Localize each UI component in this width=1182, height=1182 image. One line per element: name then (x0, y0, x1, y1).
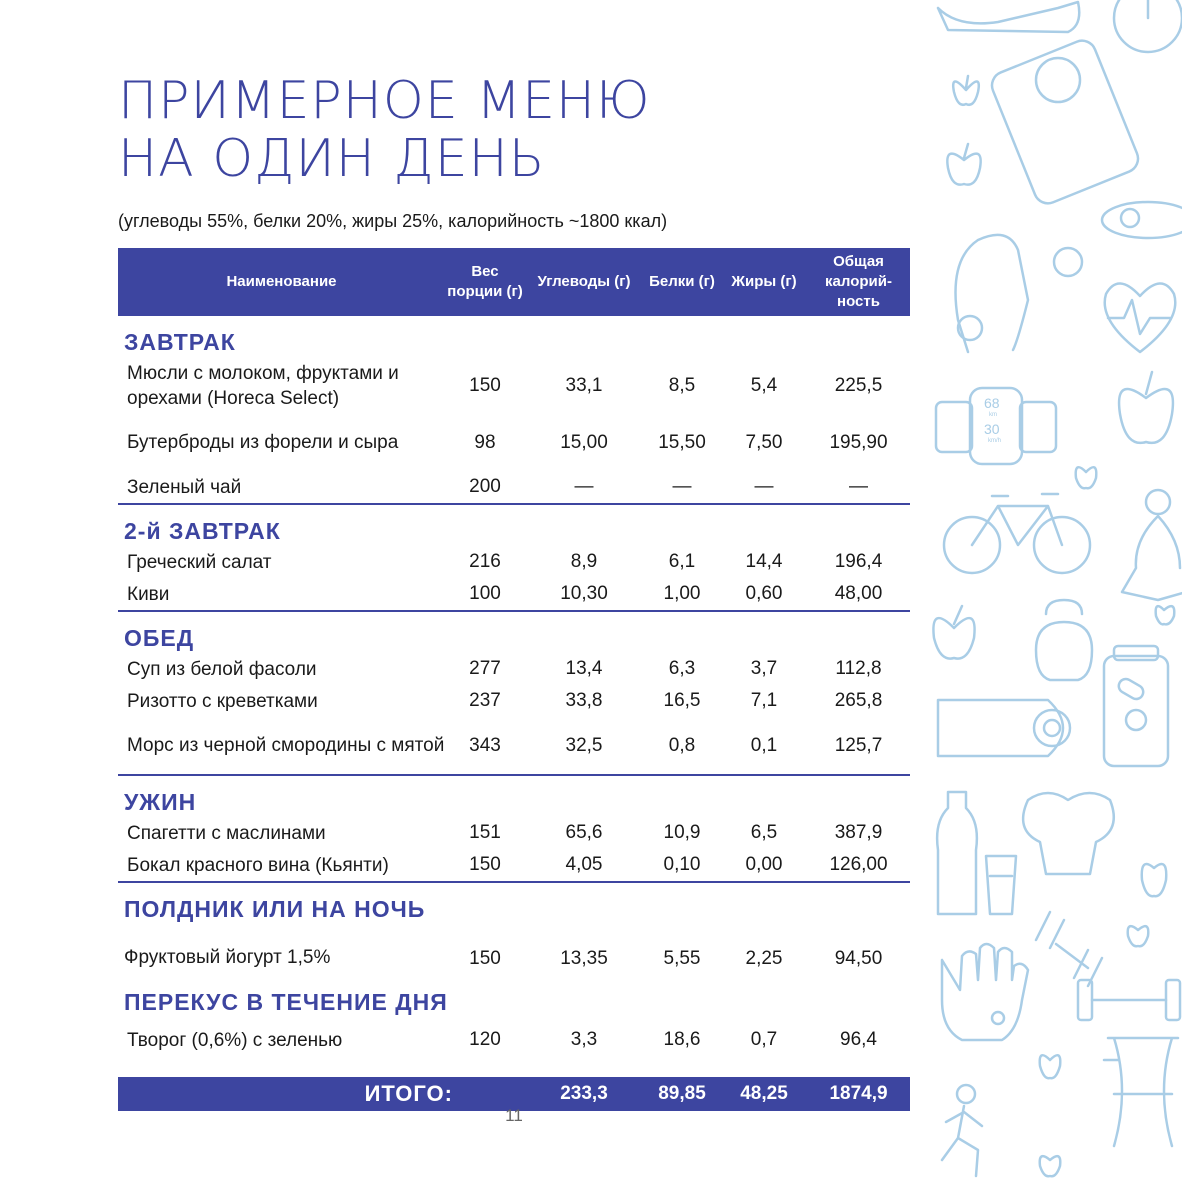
section-title: 2-й ЗАВТРАК (124, 518, 281, 544)
yoga-mat-icon (938, 700, 1070, 756)
dish-name: Морс из черной смородины с мятой (118, 717, 445, 775)
sneaker-icon (938, 2, 1079, 32)
glass-icon (986, 856, 1016, 914)
weight-cell: 343 (445, 717, 525, 775)
apple-icon (1142, 864, 1167, 896)
svg-text:30: 30 (984, 421, 1000, 437)
table-row (118, 471, 910, 504)
apple-icon (1040, 1156, 1061, 1176)
macro-ratio-subtitle: (углеводы 55%, белки 20%, жиры 25%, калорийность ~1800 ккал) (118, 211, 668, 231)
protein-cell: 10,9 (663, 822, 701, 843)
apple-icon (947, 144, 980, 185)
water-bottle-icon (937, 792, 977, 914)
section-title: ПОЛДНИК ИЛИ НА НОЧЬ (124, 896, 426, 922)
kcal-cell: — (807, 471, 910, 504)
page-title-line-1: ПРИМЕРНОЕ МЕНЮ (118, 71, 651, 131)
section-header (118, 970, 910, 1017)
protein-cell: 5,55 (663, 948, 701, 969)
weight-cell: 100 (445, 578, 525, 611)
fat-cell: 14,4 (745, 551, 783, 572)
section-header (118, 882, 910, 924)
weight-cell: 98 (474, 431, 496, 453)
fat-cell: — (721, 471, 807, 504)
header-name: Наименование (118, 248, 445, 316)
kcal-cell: 225,5 (834, 374, 883, 396)
carbs-cell: — (525, 471, 643, 504)
kettlebell-icon (1036, 600, 1092, 680)
fat-cell: 7,50 (745, 431, 783, 453)
table-row (118, 578, 910, 611)
protein-cell: 8,5 (668, 374, 696, 396)
apple-icon (1076, 467, 1097, 488)
section-title: УЖИН (124, 789, 197, 815)
total-label: ИТОГО: (118, 1077, 525, 1111)
fat-cell: 6,5 (750, 822, 778, 843)
header-carbs: Углеводы (г) (525, 248, 643, 316)
avocado-icon (1102, 202, 1182, 238)
fat-cell: 3,7 (750, 658, 778, 679)
heartbeat-icon (1105, 283, 1176, 352)
dish-name: Суп из белой фасоли (127, 658, 317, 680)
table-row (118, 717, 910, 775)
dish-name: Киви (118, 578, 445, 611)
waist-measure-icon (1104, 1038, 1178, 1146)
table-row (118, 849, 910, 882)
scale-icon (988, 36, 1142, 207)
dumbbell-icon (1078, 980, 1180, 1020)
svg-text:km/h: km/h (988, 438, 1002, 444)
dish-name: Бокал красного вина (Кьянти) (118, 849, 445, 882)
dish-name: Мюсли с молоком, фруктами и орехами (Horeca Select) (127, 362, 399, 409)
kcal-cell: 126,00 (807, 849, 910, 882)
kcal-cell: 96,4 (840, 1029, 877, 1050)
section-header (118, 504, 910, 546)
table-row (118, 817, 910, 849)
table-row (118, 414, 910, 471)
table-row (118, 1017, 910, 1063)
protein-cell: — (643, 471, 721, 504)
dish-name: Спагетти с маслинами (127, 822, 326, 844)
pill-bottle-icon (1104, 646, 1168, 766)
fat-cell: 2,25 (745, 948, 783, 969)
dish-name: Бутерброды из форели и сыра (127, 432, 399, 453)
fitness-icons-decoration (918, 0, 1182, 1182)
kcal-cell: 112,8 (835, 658, 882, 679)
apple-icon (1128, 926, 1149, 946)
fat-cell: 0,00 (721, 849, 807, 882)
protein-cell: 6,1 (668, 551, 696, 572)
carbs-cell: 32,5 (525, 717, 643, 775)
weight-cell: 150 (445, 849, 525, 882)
total-kcal: 1874,9 (807, 1077, 910, 1111)
dumbbell-icon (1036, 912, 1102, 986)
carbs-cell: 65,6 (565, 822, 603, 843)
header-fat: Жиры (г) (721, 248, 807, 316)
protein-cell: 15,50 (658, 431, 706, 453)
protein-cell: 0,10 (643, 849, 721, 882)
total-carbs: 233,3 (525, 1077, 643, 1111)
section-header (118, 316, 910, 357)
page-title-line-2: НА ОДИН ДЕНЬ (118, 129, 546, 189)
stopwatch-icon (1114, 0, 1182, 52)
kcal-cell: 125,7 (807, 717, 910, 775)
weight-cell: 120 (469, 1029, 501, 1050)
muscle-torso-icon (1023, 793, 1114, 874)
dish-name: Зеленый чай (118, 471, 445, 504)
carbs-cell: 13,35 (560, 948, 608, 969)
carbs-cell: 10,30 (525, 578, 643, 611)
section-title: ОБЕД (124, 625, 195, 651)
total-fat: 48,25 (721, 1077, 807, 1111)
page-number: 11 (505, 1106, 523, 1125)
kcal-cell: 265,8 (834, 690, 883, 711)
carbs-cell: 3,3 (570, 1029, 598, 1050)
protein-cell: 6,3 (668, 658, 696, 679)
weight-cell: 151 (469, 822, 501, 843)
yoga-icon (1122, 490, 1182, 600)
dish-name: Греческий салат (127, 551, 272, 573)
header-protein: Белки (г) (643, 248, 721, 316)
header-calories: Общая калорий- ность (807, 248, 910, 316)
svg-text:km: km (989, 412, 997, 418)
total-protein: 89,85 (643, 1077, 721, 1111)
menu-table (118, 248, 910, 1111)
svg-text:68: 68 (984, 395, 1000, 411)
kcal-cell: 48,00 (807, 578, 910, 611)
carbs-cell: 4,05 (525, 849, 643, 882)
kcal-cell: 196,4 (834, 551, 883, 572)
carbs-cell: 13,4 (565, 658, 603, 679)
carbs-cell: 33,8 (565, 690, 603, 711)
kcal-cell: 94,50 (834, 948, 883, 969)
table-row (118, 924, 910, 970)
section-header (118, 611, 910, 653)
section-title: ЗАВТРАК (124, 329, 236, 355)
fat-cell: 0,1 (721, 717, 807, 775)
weight-cell: 150 (469, 948, 501, 969)
section-title: ПЕРЕКУС В ТЕЧЕНИЕ ДНЯ (124, 989, 448, 1015)
protein-cell: 18,6 (663, 1029, 701, 1050)
weight-cell: 150 (469, 374, 501, 396)
fitness-tracker-icon (936, 388, 1056, 464)
table-row (118, 685, 910, 717)
section-header (118, 775, 910, 817)
weight-cell: 237 (469, 690, 501, 711)
kcal-cell: 387,9 (834, 822, 883, 843)
protein-cell: 16,5 (663, 690, 701, 711)
dish-name: Творог (0,6%) с зеленью (127, 1029, 343, 1051)
weight-cell: 216 (469, 551, 501, 572)
apple-icon (953, 76, 979, 105)
table-row (118, 357, 910, 414)
carbs-cell: 15,00 (560, 431, 608, 453)
header-weight: Вес порции (г) (445, 248, 525, 316)
runner-icon (942, 1085, 982, 1176)
weight-cell: 200 (445, 471, 525, 504)
bodybuilder-icon (956, 235, 1083, 352)
protein-cell: 1,00 (643, 578, 721, 611)
kcal-cell: 195,90 (829, 431, 888, 453)
bicycle-icon (944, 494, 1090, 573)
apple-icon (1119, 372, 1173, 443)
glove-icon (942, 944, 1028, 1040)
table-header-row (118, 248, 910, 316)
fat-cell: 7,1 (750, 690, 778, 711)
apple-icon (1156, 606, 1175, 624)
fat-cell: 0,7 (750, 1029, 778, 1050)
table-row (118, 546, 910, 578)
apple-icon (933, 606, 974, 659)
fat-cell: 0,60 (721, 578, 807, 611)
table-row (118, 653, 910, 685)
carbs-cell: 33,1 (565, 374, 603, 396)
weight-cell: 277 (469, 658, 501, 679)
fat-cell: 5,4 (750, 374, 778, 396)
dish-name: Ризотто с креветками (127, 690, 318, 712)
spacer-row (118, 1063, 910, 1077)
apple-icon (1040, 1055, 1061, 1078)
protein-cell: 0,8 (643, 717, 721, 775)
page-title (118, 72, 651, 188)
dish-name: Фруктовый йогурт 1,5% (124, 947, 331, 968)
carbs-cell: 8,9 (570, 551, 598, 572)
